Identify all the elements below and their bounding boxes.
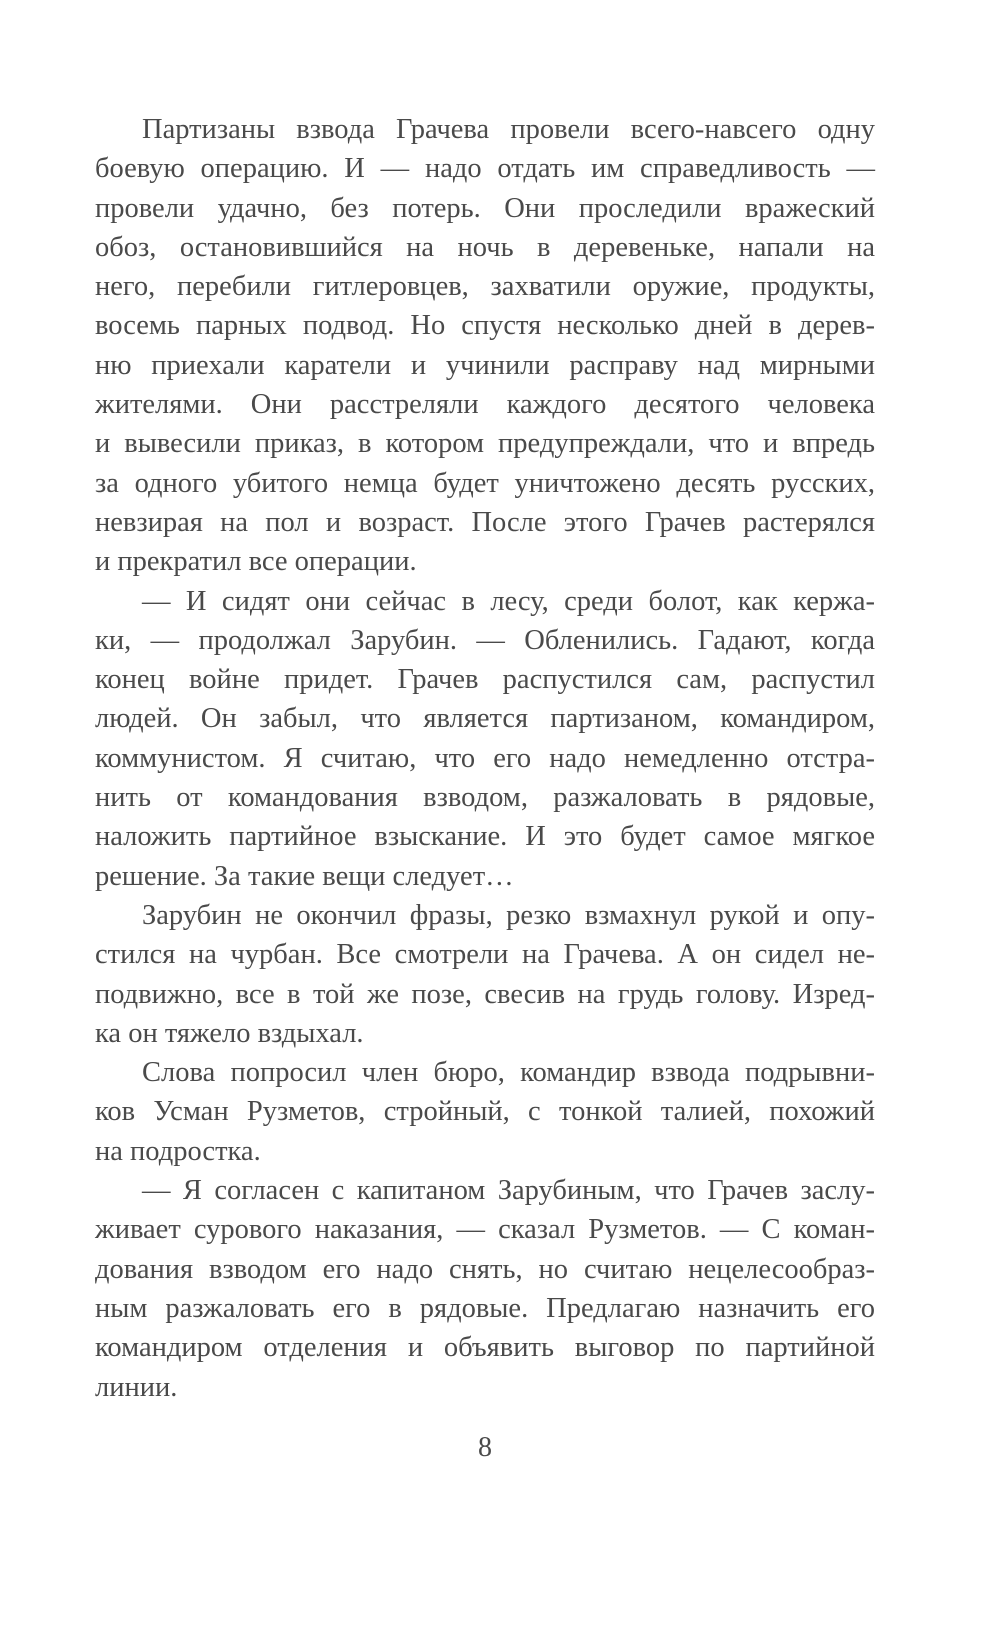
text-line: ки, — продолжал Зарубин. — Обленились. Гадают, когда: [95, 624, 875, 656]
text-line: ков Усман Рузметов, стройный, с тонкой талией, похожий: [95, 1096, 875, 1128]
text-line: конец войне придет. Грачев распустился сам, распустил: [95, 664, 875, 696]
text-line: решение. За такие вещи следует…: [95, 860, 514, 892]
text-line: боевую операцию. И — надо отдать им справедливость —: [95, 153, 875, 185]
text-line: за одного убитого немца будет уничтожено десять русских,: [95, 467, 875, 499]
text-line: нить от командования взводом, разжаловать в рядовые,: [95, 782, 875, 814]
text-line: стился на чурбан. Все смотрели на Грачева. А он сидел не-: [95, 939, 875, 971]
text-line: подвижно, все в той же позе, свесив на грудь голову. Изред-: [95, 978, 875, 1010]
text-line: линии.: [95, 1371, 178, 1403]
text-line: дования взводом его надо снять, но считаю нецелесообраз-: [95, 1253, 875, 1285]
text-line: и прекратил все операции.: [95, 546, 417, 578]
text-line: наложить партийное взыскание. И это будет самое мягкое: [95, 821, 875, 853]
text-line: провели удачно, без потерь. Они проследили вражеский: [95, 192, 875, 224]
text-line: Слова попросил член бюро, командир взвода подрывни-: [142, 1057, 875, 1089]
text-line: коммунистом. Я считаю, что его надо немедленно отстра-: [95, 742, 875, 774]
page-number: 8: [478, 1432, 492, 1463]
text-line: командиром отделения и объявить выговор по партийной: [95, 1332, 875, 1364]
text-line: — И сидят они сейчас в лесу, среди болот, как кержа-: [142, 585, 875, 617]
text-line: людей. Он забыл, что является партизаном, командиром,: [95, 703, 875, 735]
text-line: ным разжаловать его в рядовые. Предлагаю назначить его: [95, 1292, 875, 1324]
text-line: восемь парных подвод. Но спустя несколько дней в дерев-: [95, 310, 875, 342]
text-line: на подростка.: [95, 1135, 261, 1167]
text-line: и вывесили приказ, в котором предупреждали, что и впредь: [95, 428, 875, 460]
text-line: ню приехали каратели и учинили расправу над мирными: [95, 349, 875, 381]
body-text: [95, 110, 875, 1407]
text-line: Партизаны взвода Грачева провели всего-навсего одну: [142, 114, 875, 145]
text-line: Зарубин не окончил фразы, резко взмахнул рукой и опу-: [142, 899, 875, 931]
text-line: жителями. Они расстреляли каждого десятого человека: [95, 389, 875, 421]
text-line: обоз, остановившийся на ночь в деревеньке, напали на: [95, 231, 875, 263]
text-line: невзирая на пол и возраст. После этого Грачев растерялся: [95, 506, 875, 538]
text-line: ка он тяжело вздыхал.: [95, 1017, 364, 1049]
text-line: — Я согласен с капитаном Зарубиным, что Грачев заслу-: [142, 1175, 875, 1207]
text-line: него, перебили гитлеровцев, захватили оружие, продукты,: [95, 271, 875, 303]
text-line: живает сурового наказания, — сказал Рузметов. — С коман-: [95, 1214, 875, 1246]
